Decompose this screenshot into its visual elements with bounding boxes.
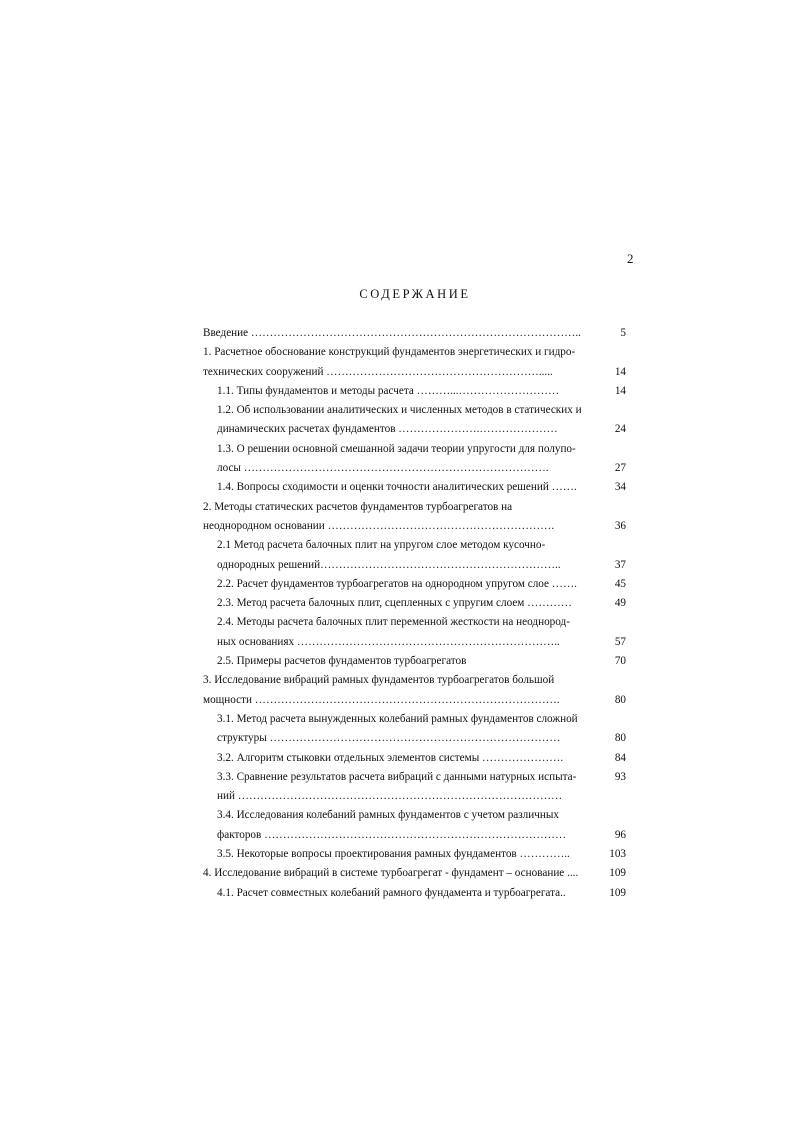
toc-line <box>203 691 626 710</box>
toc-line <box>203 420 626 439</box>
toc-entry-text: 3.1. Метод расчета вынужденных колебаний рамных фундаментов сложной <box>217 712 578 725</box>
toc-line <box>203 401 626 420</box>
toc-line <box>203 594 626 613</box>
toc-line <box>203 382 626 401</box>
toc-line <box>203 556 626 575</box>
toc-entry-page: 24 <box>614 423 626 436</box>
toc-entry-text: 1.3. О решении основной смешанной задачи теории упругости для полупо- <box>217 442 576 455</box>
toc-line <box>203 806 626 825</box>
toc-entry-text: динамических расчетах фундаментов ………………….………………… <box>217 423 558 436</box>
toc-line <box>203 671 626 690</box>
toc-entry-text: 2.2. Расчет фундаментов турбоагрегатов на однородном упругом слое ……. <box>217 577 577 590</box>
toc-entry-text: 4.1. Расчет совместных колебаний рамного фундамента и турбоагрегата.. <box>217 886 566 899</box>
toc-line <box>203 324 626 343</box>
toc-line <box>203 845 626 864</box>
toc-line <box>203 536 626 555</box>
toc-entry-text: 1.2. Об использовании аналитических и численных методов в статических и <box>217 404 582 417</box>
toc-line <box>203 864 626 883</box>
toc-entry-text: 3.4. Исследования колебаний рамных фундаментов с учетом различных <box>217 809 559 822</box>
toc-line <box>203 575 626 594</box>
toc-entry-text: Введение …………………………………………………………………………….. <box>203 327 581 339</box>
toc-line <box>203 440 626 459</box>
toc-entry-text: факторов ……………………………………………………………………… <box>217 828 567 841</box>
toc-entry-page: 5 <box>620 327 626 339</box>
toc-entry-page: 93 <box>614 770 626 783</box>
toc-line <box>203 517 626 536</box>
toc-line <box>203 498 626 517</box>
toc-entry-text: мощности ………………………………………………………………………. <box>203 693 560 706</box>
toc-line <box>203 826 626 845</box>
table-of-contents <box>203 324 626 903</box>
toc-entry-page: 84 <box>614 751 626 764</box>
toc-entry-page: 80 <box>614 732 626 745</box>
toc-entry-page: 14 <box>614 384 626 397</box>
toc-entry-text: 1.4. Вопросы сходимости и оценки точности аналитических решений ……. <box>217 481 577 494</box>
toc-entry-page: 70 <box>614 655 626 668</box>
toc-entry-text: 3.5. Некоторые вопросы проектирования рамных фундаментов ………….. <box>217 848 570 861</box>
toc-entry-text: 3. Исследование вибраций рамных фундаментов турбоагрегатов большой <box>203 674 555 687</box>
toc-entry-text: 4. Исследование вибраций в системе турбоагрегат - фундамент – основание .... <box>203 867 579 880</box>
toc-line <box>203 710 626 729</box>
toc-entry-page: 45 <box>614 577 626 590</box>
toc-line <box>203 633 626 652</box>
toc-entry-text: 3.3. Сравнение результатов расчета вибраций с данными натурных испыта- <box>217 770 577 783</box>
toc-entry-text: однородных решений……………………………………………………….. <box>217 558 561 571</box>
toc-line <box>203 343 626 362</box>
toc-entry-text: 2.5. Примеры расчетов фундаментов турбоагрегатов <box>217 655 467 668</box>
toc-entry-page: 57 <box>614 635 626 648</box>
toc-entry-page: 27 <box>614 462 626 475</box>
toc-entry-page: 49 <box>614 597 626 610</box>
toc-entry-page: 37 <box>614 558 626 571</box>
toc-entry-page: 96 <box>614 828 626 841</box>
toc-entry-page: 36 <box>614 519 626 532</box>
toc-line <box>203 478 626 497</box>
toc-line <box>203 749 626 768</box>
toc-line <box>203 652 626 671</box>
toc-entry-text: 1.1. Типы фундаментов и методы расчета ………...……………………… <box>217 384 560 397</box>
toc-entry-page: 80 <box>614 693 626 706</box>
toc-entry-text: 2. Методы статических расчетов фундаментов турбоагрегатов на <box>203 500 513 513</box>
toc-entry-text: лосы ………………………………………………………………………. <box>217 462 549 475</box>
toc-line <box>203 768 626 787</box>
toc-line <box>203 613 626 632</box>
toc-entry-page: 34 <box>614 481 626 494</box>
toc-entry-page: 109 <box>609 867 626 880</box>
toc-entry-text: технических сооружений …………………………………………………..... <box>203 365 553 378</box>
toc-line <box>203 729 626 748</box>
toc-entry-page: 14 <box>614 365 626 378</box>
toc-entry-page: 109 <box>609 886 626 899</box>
page-title: СОДЕРЖАНИЕ <box>359 287 471 301</box>
toc-entry-text: неоднородном основании ……………………………………………………. <box>203 519 555 532</box>
toc-line <box>203 787 626 806</box>
toc-entry-text: 3.2. Алгоритм стыковки отдельных элементов системы …………………. <box>217 751 564 764</box>
toc-line <box>203 884 626 903</box>
toc-entry-text: 2.3. Метод расчета балочных плит, сцепленных с упругим слоем ………… <box>217 597 572 610</box>
toc-entry-text: 1. Расчетное обоснование конструкций фундаментов энергетических и гидро- <box>203 346 576 359</box>
toc-line <box>203 363 626 382</box>
toc-entry-text: 2.1 Метод расчета балочных плит на упругом слое методом кусочно- <box>217 539 546 552</box>
toc-entry-text: 2.4. Методы расчета балочных плит переменной жесткости на неоднород- <box>217 616 570 629</box>
toc-entry-text: структуры …………………………………………………………………… <box>217 732 561 745</box>
toc-entry-text: ний …………………………………………………………………………… <box>217 790 563 803</box>
toc-line <box>203 459 626 478</box>
toc-entry-text: ных основаниях …………………………………………………………….. <box>217 635 560 648</box>
page-number: 2 <box>627 251 634 266</box>
toc-entry-page: 103 <box>609 848 626 861</box>
